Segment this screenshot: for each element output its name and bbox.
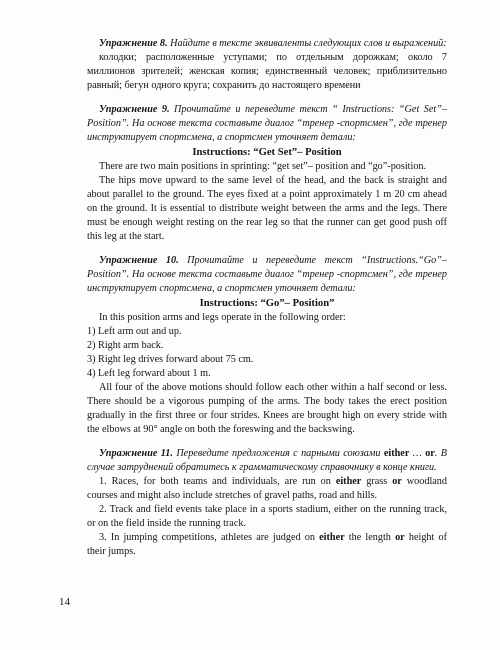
exercise-9-paragraph: There are two main positions in sprinting: “get set”– position and “go”-position. xyxy=(99,161,427,172)
exercise-10-intro: In this position arms and legs operate in the following order: xyxy=(99,312,346,323)
either-keyword: either xyxy=(319,532,345,543)
list-item: 3) Right leg drives forward about 75 cm. xyxy=(87,354,254,365)
exercise-11-sentence-2: 2. Track and field events take place in a sports stadium, either on the running track, or on the field inside the running track. xyxy=(87,504,447,529)
sentence-text: 1. Races, for both teams and individuals, are run on xyxy=(99,476,336,487)
exercise-9-task xyxy=(87,103,447,145)
exercise-8-label: Упражнение 8. xyxy=(99,38,168,49)
exercise-8-text: колодки; расположенные уступами; по отдельным дорожкам; около 7 миллионов зрителей; женская копия; единственный человек; приблизительно равный; бегун одного круга; сохранить до настоящего времени xyxy=(87,52,447,91)
sentence-text: 3. In jumping competitions, athletes are judged on xyxy=(99,532,320,543)
exercise-10-task xyxy=(87,254,447,296)
exercise-9-paragraph: The hips move upward to the same level of the head, and the back is straight and about parallel to the ground. The eyes fixed at a point approximately 1 m 20 cm ahead on the ground. It is essential to distribute weight between the arms and the legs. There must be enough weight resting on the rear leg so that the runner can get good push off this leg at the start. xyxy=(87,175,447,242)
sentence-text: woodland courses and might also include stretches of gravel paths, road and hills. xyxy=(87,476,447,501)
exercise-8-instruction: Найдите в тексте эквиваленты следующих слов и выражений: xyxy=(167,38,447,49)
exercise-11-sentence-3 xyxy=(87,531,447,559)
or-keyword: or xyxy=(392,476,402,487)
exercise-10-list xyxy=(87,325,447,381)
exercise-10-heading: Instructions: “Go”– Position” xyxy=(199,298,335,309)
exercise-9-heading: Instructions: “Get Set”– Position xyxy=(192,147,342,158)
page-body xyxy=(87,37,447,559)
exercise-10-label: Упражнение 10. xyxy=(99,255,179,266)
exercise-8-task xyxy=(87,37,447,51)
either-keyword: either xyxy=(335,476,362,487)
exercise-11-sentence-1 xyxy=(87,475,447,503)
or-keyword: or xyxy=(395,532,405,543)
exercise-9-label: Упражнение 9. xyxy=(99,104,170,115)
sentence-text: height of their jumps. xyxy=(87,532,448,557)
either-keyword: either xyxy=(383,448,410,459)
sentence-text: grass xyxy=(361,476,393,487)
or-keyword: or xyxy=(425,448,435,459)
list-item: 4) Left leg forward about 1 m. xyxy=(87,368,211,379)
exercise-11-instruction-b: . В случае затруднений обратитесь к грамматическому справочнику в конце книги. xyxy=(87,448,447,473)
sentence-text: the length xyxy=(344,532,396,543)
list-item: 2) Right arm back. xyxy=(87,340,164,351)
exercise-11-task xyxy=(87,447,447,475)
ellipsis: … xyxy=(409,448,426,459)
exercise-10-instruction: Прочитайте и переведите текст “Instructions.“Go”– Position”. На основе текста составьте диалог “тренер -спортсмен”, где тренер инструктирует спортсмена, а спортсмен уточняет детали: xyxy=(87,255,447,294)
exercise-10-closing: All four of the above motions should follow each other within a half second or less. There should be a vigorous pumping of the arms. The body takes the erect position gradually in the first three or four strides. Knees are brought high on every stride with the elbows at 90° angle on both the foreswing and the backswing. xyxy=(87,382,447,435)
exercise-11-label: Упражнение 11. xyxy=(99,448,173,459)
list-item: 1) Left arm out and up. xyxy=(87,326,182,337)
page-number: 14 xyxy=(59,596,70,608)
exercise-9-instruction: Прочитайте и переведите текст “ Instructions: “Get Set”– Position”. На основе текста составьте диалог “тренер -спортсмен”, где тренер инструктирует спортсмена, а спортсмен уточняет детали: xyxy=(87,104,447,143)
exercise-11-instruction-a: Переведите предложения с парными союзами xyxy=(172,448,384,459)
